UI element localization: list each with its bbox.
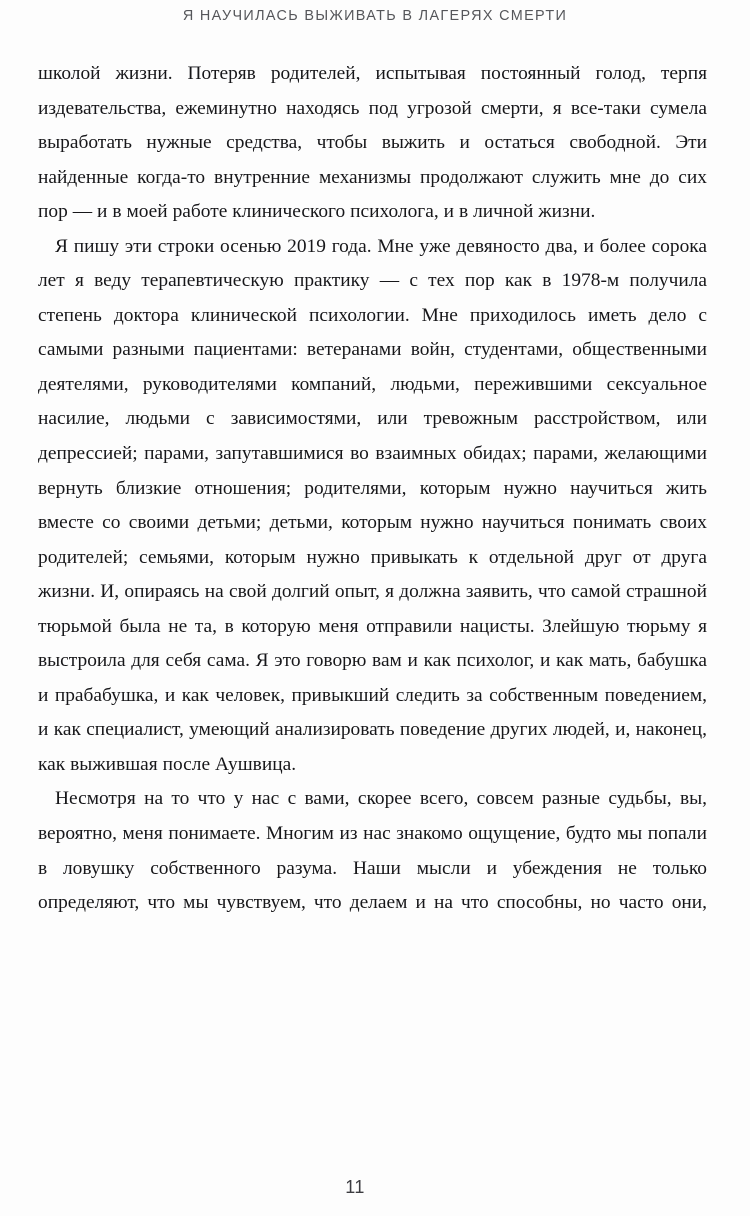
paragraph: Несмотря на то что у нас с вами, скорее всего, совсем разные судьбы, вы, вероятно, меня понимаете. Многим из нас знакомо ощущение, будто мы попали в ловушку собственного разума. Наши мысли и убеждения не только определяют, что мы чувствуем, что делаем и на что способны, но часто они, (38, 788, 707, 914)
body-text-block (38, 57, 707, 955)
paragraph-continued: школой жизни. Потеряв родителей, испытывая постоянный голод, терпя издевательства, ежеминутно находясь под угрозой смерти, я все-таки сумела выработать нужные средства, чтобы выжить и остаться свободной. Эти найденные когда-то внутренние механизмы продолжают служить мне до сих пор — и в моей работе клинического психолога, и в личной жизни. (38, 63, 707, 223)
page-number: 11 (345, 1177, 365, 1197)
running-head: Я НАУЧИЛАСЬ ВЫЖИВАТЬ В ЛАГЕРЯХ СМЕРТИ (182, 8, 568, 24)
paragraph: Я пишу эти строки осенью 2019 года. Мне уже девяносто два, и более сорока лет я веду терапевтическую практику — с тех пор как в 1978-м получила степень доктора клинической психологии. Мне приходилось иметь дело с самыми разными пациентами: ветеранами войн, студентами, общественными деятелями, руководителями компаний, людьми, пережившими сексуальное насилие, людьми с зависимостями, или тревожным расстройством, или депрессией; парами, запутавшимися во взаимных обидах; парами, желающими вернуть близкие отношения; родителями, которым нужно научиться жить вместе со своими детьми; детьми, которым нужно научиться понимать своих родителей; семьями, которым нужно привыкать к отдельной друг от друга жизни. И, опираясь на свой долгий опыт, я должна заявить, что самой страшной тюрьмой была не та, в которую меня отправили нацисты. Злейшую тюрьму я выстроила для себя сама. Я это говорю вам и как психолог, и как мать, бабушка и прабабушка, и как человек, привыкший следить за собственным поведением, и как специалист, умеющий анализировать поведение других людей, и, наконец, как выжившая после Аушвица. (38, 235, 707, 775)
